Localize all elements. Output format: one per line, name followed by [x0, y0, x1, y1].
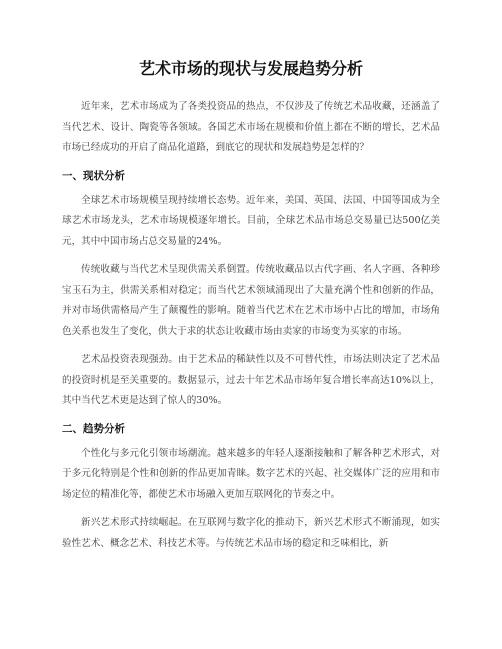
document-title: 艺术市场的现状与发展趋势分析: [138, 59, 363, 78]
section-heading-status: 一、现状分析: [62, 169, 125, 182]
section-heading-trends: 二、趋势分析: [62, 422, 125, 435]
paragraph: 个性化与多元化引领市场潮流。越来越多的年轻人逐渐接触和了解各种艺术形式，对于多元化特别是个性和创新的作品更加青睐。数字艺术的兴起、社交媒体广泛的应用和市场定位的精准化等，都使艺术市场融入更加互联网化的节奏之中。: [62, 447, 440, 500]
paragraph: 艺术品投资表现强劲。由于艺术品的稀缺性以及不可替代性，市场法则决定了艺术品的投资时机是至关重要的。数据显示，过去十年艺术品市场年复合增长率高达10%以上，其中当代艺术更是达到了惊人的30%。: [62, 354, 440, 406]
intro-paragraph: 近年来，艺术市场成为了各类投资品的热点，不仅涉及了传统艺术品收藏，还涵盖了当代艺术、设计、陶瓷等各领域。各国艺术市场在规模和价值上都在不断的增长，艺术品市场已经成功的开启了商品化道路，到底它的现状和发展趋势是怎样的？: [62, 101, 440, 153]
document-body: [62, 97, 440, 562]
paragraph: 传统收藏与当代艺术呈现供需关系倒置。传统收藏品以古代字画、名人字画、各种珍宝玉石为主，供需关系相对稳定；而当代艺术领域涌现出了大量充满个性和创新的作品，并对市场供需格局产生了颠覆性的影响。随着当代艺术在艺术市场中占比的增加，市场角色关系也发生了变化，供大于求的状态让收藏市场由卖家的市场变为买家的市场。: [62, 264, 440, 337]
paragraph: 全球艺术市场规模呈现持续增长态势。近年来，美国、英国、法国、中国等国成为全球艺术市场龙头，艺术市场规模逐年增长。目前，全球艺术品市场总交易量已达500亿美元，其中中国市场占总交易量的24%。: [62, 194, 440, 247]
paragraph: 新兴艺术形式持续崛起。在互联网与数字化的推动下，新兴艺术形式不断涌现，如实验性艺术、概念艺术、科技艺术等。与传统艺术品市场的稳定和乏味相比，新: [62, 517, 440, 549]
